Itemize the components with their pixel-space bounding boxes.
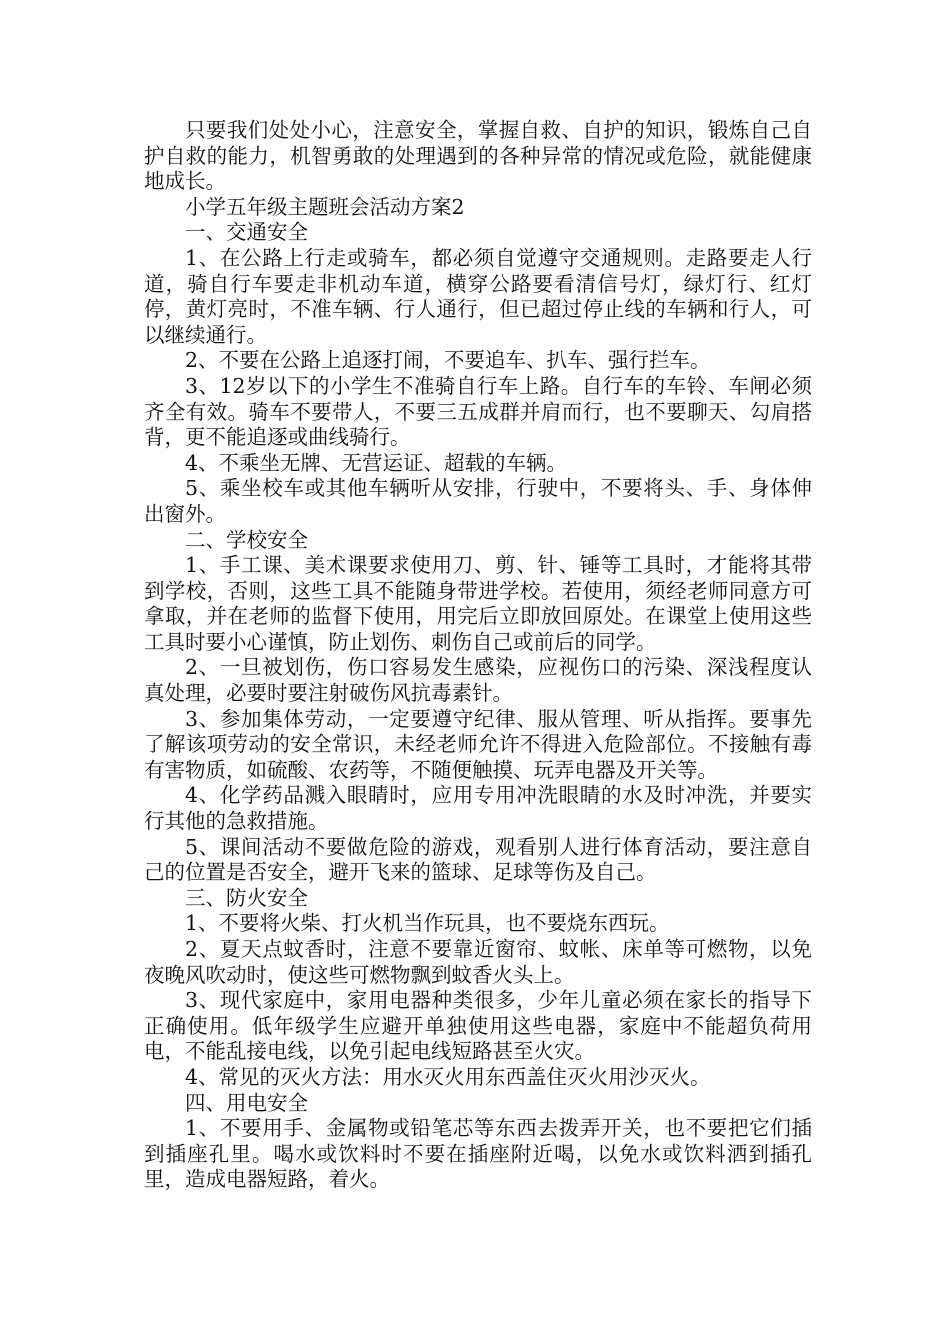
school-item-5: 5、课间活动不要做危险的游戏，观看别人进行体育活动，要注意自己的位置是否安全，避开飞来的篮球、足球等伤及自己。 xyxy=(144,834,812,885)
fire-item-1: 1、不要将火柴、打火机当作玩具，也不要烧东西玩。 xyxy=(185,911,670,936)
school-item-2: 2、一旦被划伤，伤口容易发生感染，应视伤口的污染、深浅程度认真处理，必要时要注射破伤风抗毒素针。 xyxy=(144,655,812,706)
section-heading-traffic: 一、交通安全 xyxy=(185,220,308,245)
section-heading-fire: 三、防火安全 xyxy=(185,885,308,910)
traffic-item-4: 4、不乘坐无牌、无营运证、超载的车辆。 xyxy=(185,450,568,475)
fire-item-4: 4、常见的灭火方法：用水灭火用东西盖住灭火用沙灭火。 xyxy=(185,1064,711,1089)
section-heading-school: 二、学校安全 xyxy=(185,527,308,552)
school-item-3: 3、参加集体劳动，一定要遵守纪律、服从管理、听从指挥。要事先了解该项劳动的安全常识，未经老师允许不得进入危险部位。不接触有毒有害物质，如硫酸、农药等，不随便触摸、玩弄电器及开关等。 xyxy=(144,706,812,782)
electricity-item-1: 1、不要用手、金属物或铅笔芯等东西去拨弄开关，也不要把它们插到插座孔里。喝水或饮料时不要在插座附近喝，以免水或饮料洒到插孔里，造成电器短路，着火。 xyxy=(144,1116,812,1192)
document-title: 小学五年级主题班会活动方案2 xyxy=(185,194,465,219)
traffic-item-2: 2、不要在公路上追逐打闹，不要追车、扒车、强行拦车。 xyxy=(185,348,711,373)
paragraph-intro: 只要我们处处小心，注意安全，掌握自救、自护的知识，锻炼自己自护自救的能力，机智勇敢的处理遇到的各种异常的情况或危险，就能健康地成长。 xyxy=(144,118,812,194)
section-heading-electricity: 四、用电安全 xyxy=(185,1090,308,1115)
fire-item-2: 2、夏天点蚊香时，注意不要靠近窗帘、蚊帐、床单等可燃物，以免夜晚风吹动时，使这些可燃物飘到蚊香火头上。 xyxy=(144,937,812,987)
school-item-1: 1、手工课、美术课要求使用刀、剪、针、锤等工具时，才能将其带到学校，否则，这些工具不能随身带进学校。若使用，须经老师同意方可拿取，并在老师的监督下使用，用完后立即放回原处。在课堂上使用这些工具时要小心谨慎，防止划伤、刺伤自己或前后的同学。 xyxy=(144,553,812,654)
traffic-item-3: 3、12岁以下的小学生不准骑自行车上路。自行车的车铃、车闸必须齐全有效。骑车不要带人，不要三五成群并肩而行，也不要聊天、勾肩搭背，更不能追逐或曲线骑行。 xyxy=(144,373,812,450)
fire-item-3: 3、现代家庭中，家用电器种类很多，少年儿童必须在家长的指导下正确使用。低年级学生应避开单独使用这些电器，家庭中不能超负荷用电，不能乱接电线，以免引起电线短路甚至火灾。 xyxy=(144,988,812,1064)
traffic-item-1: 1、在公路上行走或骑车，都必须自觉遵守交通规则。走路要走人行道，骑自行车要走非机动车道，横穿公路要看清信号灯，绿灯行、红灯停，黄灯亮时，不准车辆、行人通行，但已超过停止线的车辆和行人，可以继续通行。 xyxy=(144,245,812,347)
document-page xyxy=(144,118,812,1193)
school-item-4: 4、化学药品溅入眼睛时，应用专用冲洗眼睛的水及时冲洗，并要实行其他的急救措施。 xyxy=(144,783,812,834)
traffic-item-5: 5、乘坐校车或其他车辆听从安排，行驶中，不要将头、手、身体伸出窗外。 xyxy=(144,476,812,526)
